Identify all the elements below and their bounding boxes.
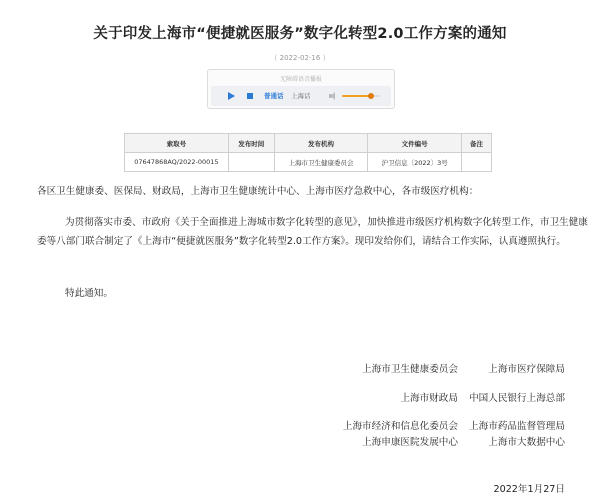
cell-document-no: 沪卫信息〔2022〕3号	[368, 153, 462, 172]
stop-icon[interactable]	[246, 92, 255, 101]
table-header-row	[125, 134, 492, 153]
signatory-right-4: 上海市大数据中心	[488, 437, 565, 448]
greeting-paragraph: 各区卫生健康委、医保局、财政局，上海市卫生健康统计中心、上海市医疗急救中心，各市级医疗机构：	[37, 186, 479, 197]
shanghainese-button[interactable]: 上海话	[291, 92, 311, 100]
sign-date: 2022年1月27日	[493, 484, 565, 495]
mandarin-button[interactable]: 普通话	[264, 92, 284, 100]
signatory-left-1: 上海市卫生健康委员会	[362, 364, 458, 375]
header-remarks: 备注	[462, 134, 492, 153]
cell-request-no: 07647868AQ/2022-00015	[125, 153, 229, 172]
closing-paragraph: 特此通知。	[65, 288, 113, 299]
header-request-no: 索取号	[125, 134, 229, 153]
volume-slider-fill	[342, 95, 371, 97]
player-tip: 无障碍语音播报	[279, 76, 322, 83]
signatory-right-1: 上海市医疗保障局	[488, 364, 565, 375]
volume-slider[interactable]	[342, 95, 380, 97]
signatory-left-2: 上海市财政局	[400, 393, 458, 404]
page-title: 关于印发上海市“便捷就医服务”数字化转型2.0工作方案的通知	[93, 26, 507, 42]
header-document-no: 文件编号	[368, 134, 462, 153]
volume-slider-knob[interactable]	[368, 93, 374, 99]
signatory-right-3: 上海市药品监督管理局	[469, 421, 565, 432]
body-paragraph: 为贯彻落实市委、市政府《关于全面推进上海城市数字化转型的意见》，加快推进市级医疗机构数字化转型工作，市卫生健康委等八部门联合制定了《上海市“便捷就医服务”数字化转型2.0工作方案》。现印发给你们，请结合工作实际，认真遵照执行。	[37, 217, 588, 247]
document-meta-table	[124, 133, 492, 172]
cell-publish-time	[228, 153, 274, 172]
volume-icon[interactable]	[329, 92, 337, 100]
cell-remarks	[462, 153, 492, 172]
signatory-left-3: 上海市经济和信息化委员会	[342, 421, 458, 432]
publish-date: （ 2022-02-16 ）	[270, 54, 330, 62]
player-controls	[211, 86, 391, 106]
table-row	[125, 153, 492, 172]
signatory-right-2: 中国人民银行上海总部	[469, 393, 565, 404]
header-publish-time: 发布时间	[228, 134, 274, 153]
cell-publisher: 上海市卫生健康委员会	[274, 153, 368, 172]
audio-player	[207, 69, 395, 109]
play-icon[interactable]	[226, 92, 235, 101]
signatory-left-4: 上海申康医院发展中心	[362, 437, 458, 448]
header-publisher: 发布机构	[274, 134, 368, 153]
